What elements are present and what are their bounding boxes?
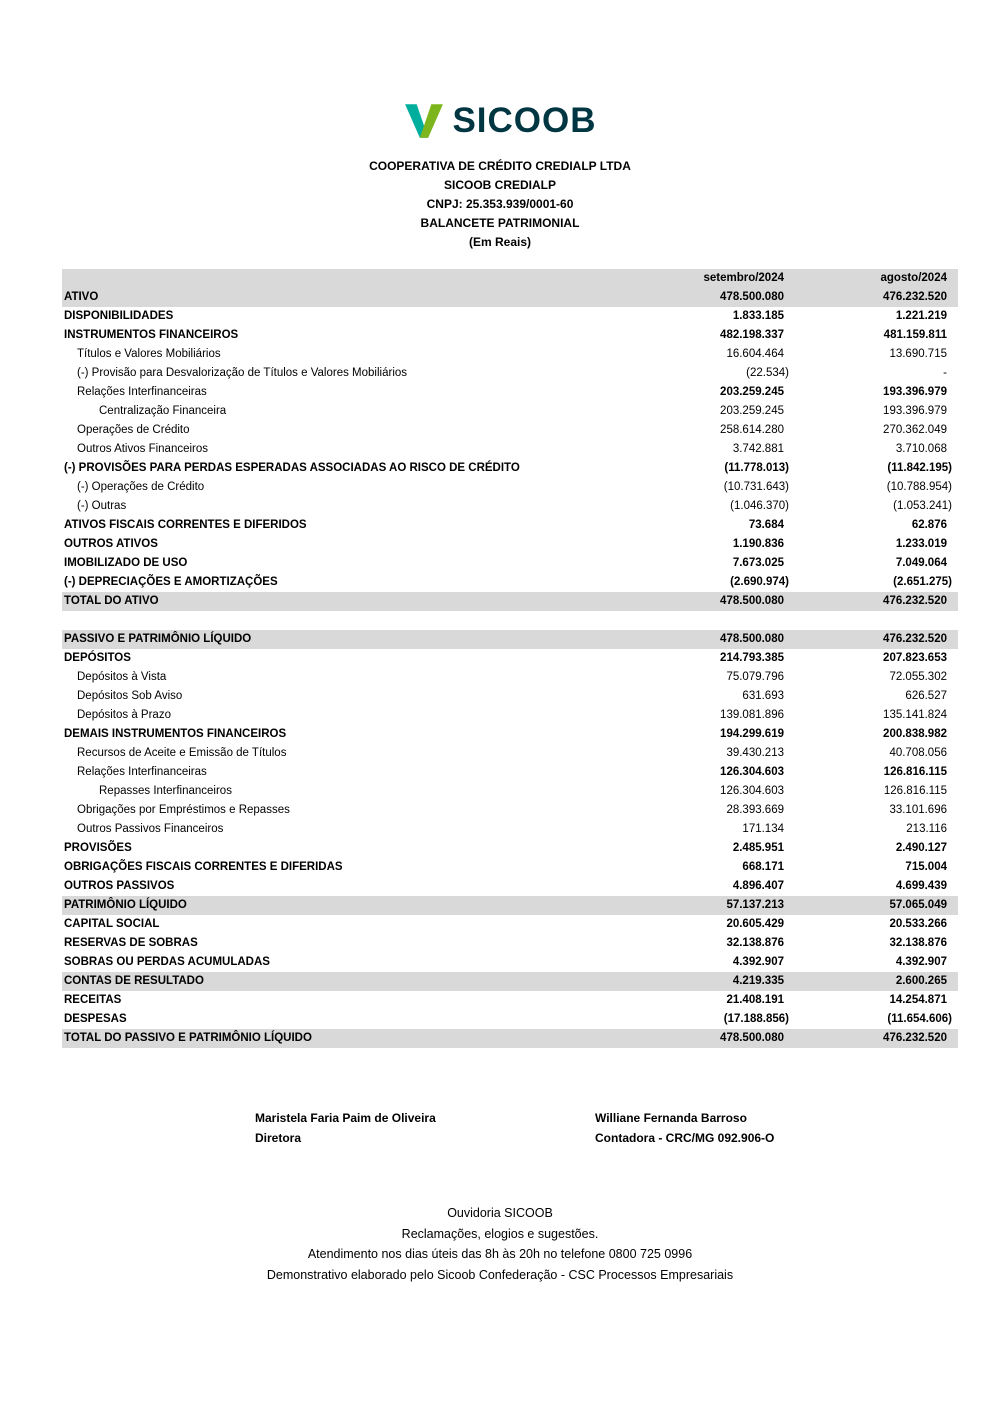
value-agosto: 2.600.265 — [895, 975, 947, 987]
footer-line-ouvidoria: Ouvidoria SICOOB — [447, 1206, 553, 1220]
table-row — [62, 649, 958, 668]
table-row — [62, 383, 958, 402]
value-agosto: 2.490.127 — [895, 842, 947, 854]
table-header-row — [62, 269, 958, 288]
value-setembro: (17.188.856) — [723, 1013, 789, 1025]
table-row — [62, 820, 958, 839]
value-agosto: 476.232.520 — [883, 1032, 947, 1044]
row-label: Relações Interfinanceiras — [77, 386, 207, 398]
table-row — [62, 877, 958, 896]
table-row — [62, 516, 958, 535]
table-row — [62, 345, 958, 364]
value-agosto: 33.101.696 — [889, 804, 947, 816]
value-setembro: 16.604.464 — [726, 348, 784, 360]
row-label: RESERVAS DE SOBRAS — [64, 937, 198, 949]
value-setembro: 39.430.213 — [726, 747, 784, 759]
signer-name: Williane Fernanda Barroso — [595, 1111, 747, 1125]
row-label: TOTAL DO PASSIVO E PATRIMÔNIO LÍQUIDO — [64, 1032, 312, 1044]
table-row — [62, 839, 958, 858]
value-setembro: 171.134 — [742, 823, 784, 835]
footer-line-reclamacoes: Reclamações, elogios e sugestões. — [401, 1226, 599, 1241]
value-agosto: 476.232.520 — [883, 595, 947, 607]
value-agosto: 126.816.115 — [883, 766, 947, 778]
table-row — [62, 858, 958, 877]
value-setembro: 4.896.407 — [732, 880, 784, 892]
row-label: CAPITAL SOCIAL — [64, 918, 160, 930]
row-label: Relações Interfinanceiras — [77, 766, 207, 778]
value-agosto: 32.138.876 — [889, 937, 947, 949]
row-label: Depósitos Sob Aviso — [77, 690, 183, 702]
value-setembro: 139.081.896 — [720, 709, 784, 721]
table-row — [62, 687, 958, 706]
row-label: OUTROS ATIVOS — [64, 538, 158, 550]
value-agosto: 14.254.871 — [889, 994, 947, 1006]
value-setembro: 126.304.603 — [720, 766, 784, 778]
row-label: ATIVOS FISCAIS CORRENTES E DIFERIDOS — [64, 519, 307, 531]
footer-line-atendimento: Atendimento nos dias úteis das 8h às 20h no telefone 0800 725 0996 — [307, 1247, 693, 1261]
value-setembro: (11.778.013) — [724, 462, 789, 474]
table-row — [62, 573, 958, 592]
row-label: OBRIGAÇÕES FISCAIS CORRENTES E DIFERIDAS — [64, 861, 343, 873]
value-setembro: 482.198.337 — [720, 329, 784, 341]
value-setembro: (10.731.643) — [723, 481, 789, 493]
value-agosto: - — [943, 367, 947, 379]
value-agosto: (11.842.195) — [887, 462, 952, 474]
value-agosto: 481.159.811 — [883, 329, 947, 341]
column-header-agosto: agosto/2024 — [880, 272, 947, 284]
value-agosto: (10.788.954) — [886, 481, 952, 493]
value-agosto: 200.838.982 — [883, 728, 947, 740]
row-label: Outros Passivos Financeiros — [77, 823, 224, 835]
value-setembro: 631.693 — [742, 690, 784, 702]
row-label: Títulos e Valores Mobiliários — [77, 348, 221, 360]
value-setembro: 478.500.080 — [720, 633, 784, 645]
table-row — [62, 440, 958, 459]
table-row — [62, 972, 958, 991]
row-label: (-) Outras — [77, 500, 127, 512]
row-label: (-) Operações de Crédito — [77, 481, 205, 493]
value-setembro: 668.171 — [742, 861, 784, 873]
signer-name: Maristela Faria Paim de Oliveira — [255, 1111, 436, 1125]
table-row — [62, 288, 958, 307]
signer-title: Contadora - CRC/MG 092.906-O — [595, 1131, 775, 1145]
value-setembro: 3.742.881 — [732, 443, 784, 455]
value-agosto: 207.823.653 — [883, 652, 947, 664]
row-label: OUTROS PASSIVOS — [64, 880, 175, 892]
value-agosto: (11.654.606) — [887, 1013, 952, 1025]
table-row — [62, 934, 958, 953]
table-row — [62, 535, 958, 554]
balance-table-body — [62, 288, 958, 1048]
value-agosto: 193.396.979 — [883, 405, 947, 417]
value-setembro: 478.500.080 — [720, 595, 784, 607]
value-setembro: 126.304.603 — [720, 785, 784, 797]
value-agosto: (2.651.275) — [893, 576, 952, 588]
value-agosto: 62.876 — [911, 519, 947, 531]
value-agosto: 626.527 — [905, 690, 947, 702]
value-agosto: 476.232.520 — [883, 291, 947, 303]
value-setembro: 1.190.836 — [732, 538, 784, 550]
value-setembro: 478.500.080 — [720, 291, 784, 303]
row-label: Repasses Interfinanceiros — [99, 785, 232, 797]
value-setembro: 75.079.796 — [726, 671, 784, 683]
value-setembro: 4.392.907 — [732, 956, 784, 968]
table-row — [62, 554, 958, 573]
value-agosto: 20.533.266 — [889, 918, 947, 930]
row-label: Outros Ativos Financeiros — [77, 443, 209, 455]
value-setembro: 4.219.335 — [732, 975, 784, 987]
table-row — [62, 801, 958, 820]
value-setembro: 478.500.080 — [720, 1032, 784, 1044]
sicoob-wordmark: SICOOB — [452, 101, 597, 140]
value-agosto: 476.232.520 — [883, 633, 947, 645]
cnpj-line: CNPJ: 25.353.939/0001-60 — [426, 197, 574, 211]
row-label: Obrigações por Empréstimos e Repasses — [77, 804, 290, 816]
value-agosto: 40.708.056 — [889, 747, 947, 759]
table-row — [62, 991, 958, 1010]
value-setembro: 258.614.280 — [720, 424, 784, 436]
row-label: DESPESAS — [64, 1013, 127, 1025]
table-row — [62, 421, 958, 440]
row-label: INSTRUMENTOS FINANCEIROS — [64, 329, 239, 341]
value-agosto: 126.816.115 — [883, 785, 947, 797]
row-label: (-) Provisão para Desvalorização de Títulos e Valores Mobiliários — [77, 367, 408, 379]
value-setembro: 20.605.429 — [726, 918, 784, 930]
column-header-setembro: setembro/2024 — [703, 272, 784, 284]
document-header — [0, 157, 1000, 252]
table-row — [62, 896, 958, 915]
row-label: DISPONIBILIDADES — [64, 310, 174, 322]
value-setembro: 21.408.191 — [726, 994, 784, 1006]
value-setembro: 214.793.385 — [720, 652, 784, 664]
table-spacer-row — [62, 611, 958, 630]
row-label: IMOBILIZADO DE USO — [64, 557, 188, 569]
footer-line-demonstrativo: Demonstrativo elaborado pelo Sicoob Confederação - CSC Processos Empresariais — [266, 1267, 734, 1282]
table-row — [62, 326, 958, 345]
table-row — [62, 1010, 958, 1029]
table-row — [62, 744, 958, 763]
row-label: PATRIMÔNIO LÍQUIDO — [64, 899, 187, 911]
table-row — [62, 497, 958, 516]
row-label: RECEITAS — [64, 994, 122, 1006]
value-setembro: 203.259.245 — [720, 405, 784, 417]
table-row — [62, 459, 958, 478]
value-agosto: 1.221.219 — [895, 310, 947, 322]
trade-name: SICOOB CREDIALP — [443, 178, 556, 192]
currency-note: (Em Reais) — [468, 235, 532, 249]
value-agosto: 13.690.715 — [889, 348, 947, 360]
signature-right — [595, 1108, 935, 1148]
row-label: Depósitos à Prazo — [77, 709, 171, 721]
value-setembro: (22.534) — [746, 367, 789, 379]
value-agosto: 715.004 — [905, 861, 947, 873]
table-row — [62, 782, 958, 801]
row-label: (-) DEPRECIAÇÕES E AMORTIZAÇÕES — [64, 576, 278, 588]
value-agosto: 135.141.824 — [883, 709, 947, 721]
value-agosto: (1.053.241) — [893, 500, 952, 512]
table-row — [62, 953, 958, 972]
row-label: Centralização Financeira — [99, 405, 227, 417]
row-label: SOBRAS OU PERDAS ACUMULADAS — [64, 956, 270, 968]
row-label: Recursos de Aceite e Emissão de Títulos — [77, 747, 287, 759]
value-setembro: 2.485.951 — [732, 842, 784, 854]
logo-mark-right — [420, 104, 443, 138]
value-setembro: 194.299.619 — [720, 728, 784, 740]
table-row — [62, 307, 958, 326]
signature-left — [255, 1108, 595, 1148]
row-label: DEPÓSITOS — [64, 652, 131, 664]
value-setembro: 1.833.185 — [732, 310, 784, 322]
value-agosto: 57.065.049 — [889, 899, 947, 911]
value-setembro: (2.690.974) — [730, 576, 789, 588]
value-agosto: 4.699.439 — [895, 880, 947, 892]
row-label: (-) PROVISÕES PARA PERDAS ESPERADAS ASSOCIADAS AO RISCO DE CRÉDITO — [64, 462, 520, 474]
row-label: PASSIVO E PATRIMÔNIO LÍQUIDO — [64, 633, 252, 645]
row-label: DEMAIS INSTRUMENTOS FINANCEIROS — [64, 728, 287, 740]
table-row — [62, 630, 958, 649]
value-agosto: 193.396.979 — [883, 386, 947, 398]
footer-block — [0, 1203, 1000, 1285]
report-title: BALANCETE PATRIMONIAL — [420, 216, 580, 230]
signer-title: Diretora — [255, 1131, 302, 1145]
row-label: CONTAS DE RESULTADO — [64, 975, 204, 987]
value-agosto: 270.362.049 — [883, 424, 947, 436]
row-label: ATIVO — [64, 291, 99, 303]
table-row — [62, 592, 958, 611]
row-label: Operações de Crédito — [77, 424, 190, 436]
value-agosto: 213.116 — [906, 823, 947, 835]
table-row — [62, 763, 958, 782]
value-agosto: 4.392.907 — [895, 956, 947, 968]
value-agosto: 7.049.064 — [895, 557, 947, 569]
value-setembro: 28.393.669 — [726, 804, 784, 816]
value-setembro: 7.673.025 — [732, 557, 784, 569]
value-setembro: 73.684 — [748, 519, 784, 531]
table-row — [62, 1029, 958, 1048]
header-empty-cell — [62, 269, 638, 288]
company-name: COOPERATIVA DE CRÉDITO CREDIALP LTDA — [369, 159, 631, 173]
value-setembro: 203.259.245 — [720, 386, 784, 398]
signatures-block — [255, 1108, 1000, 1148]
sicoob-logo — [0, 0, 1000, 140]
table-row — [62, 706, 958, 725]
table-row — [62, 402, 958, 421]
value-agosto: 72.055.302 — [889, 671, 947, 683]
value-setembro: 57.137.213 — [726, 899, 784, 911]
table-row — [62, 668, 958, 687]
table-row — [62, 478, 958, 497]
value-setembro: (1.046.370) — [730, 500, 789, 512]
value-setembro: 32.138.876 — [726, 937, 784, 949]
table-row — [62, 725, 958, 744]
table-row — [62, 915, 958, 934]
row-label: Depósitos à Vista — [77, 671, 167, 683]
row-label: PROVISÕES — [64, 842, 132, 854]
table-row — [62, 364, 958, 383]
sicoob-logo-mark-icon — [403, 102, 445, 140]
balance-table — [62, 269, 958, 1048]
row-label: TOTAL DO ATIVO — [64, 595, 159, 607]
value-agosto: 1.233.019 — [895, 538, 947, 550]
value-agosto: 3.710.068 — [895, 443, 947, 455]
